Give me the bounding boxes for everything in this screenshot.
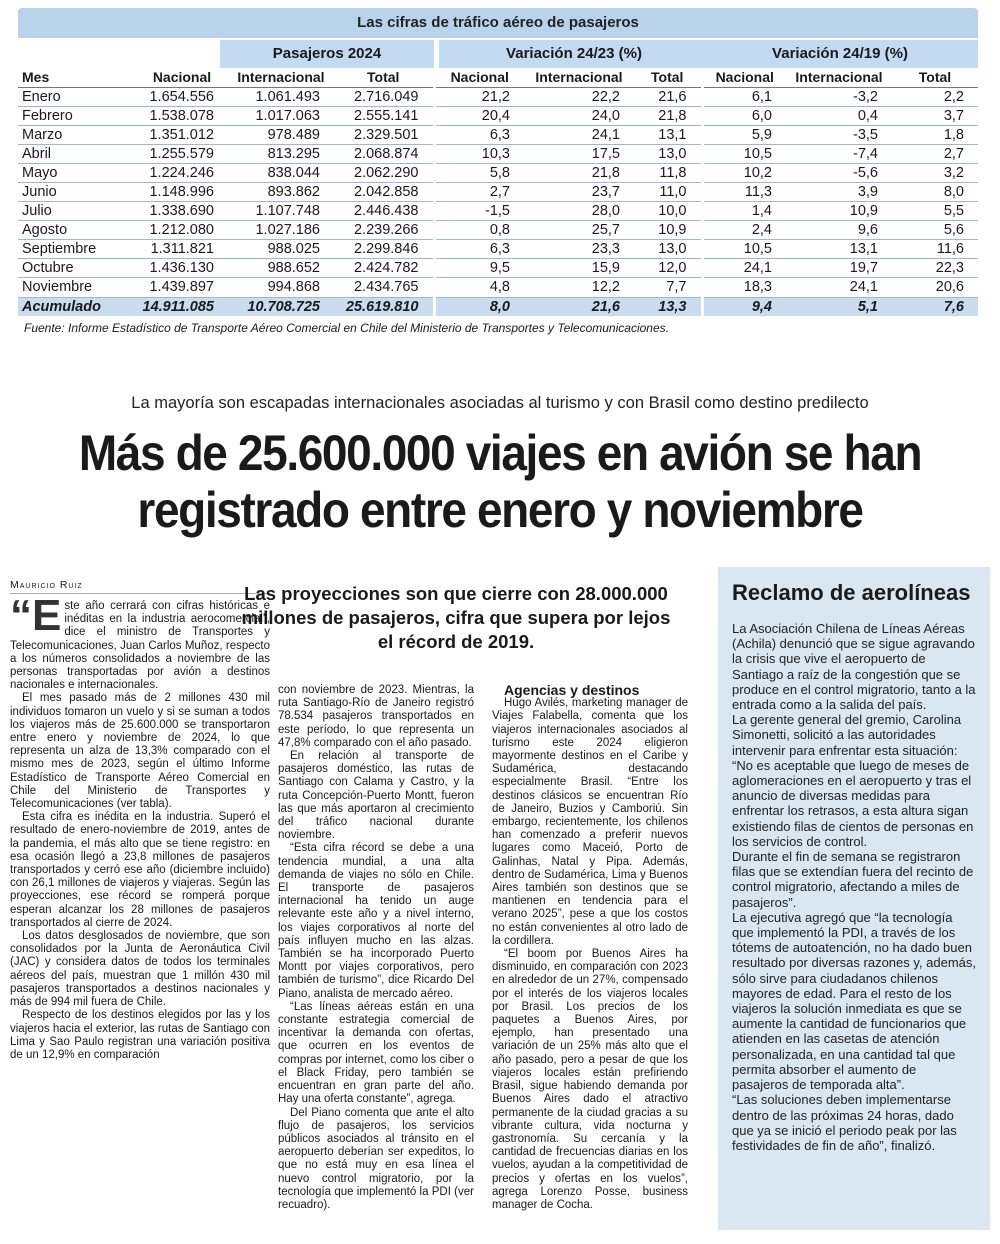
section-subhead: Agencias y destinos xyxy=(504,682,640,698)
table-cell: 20,4 xyxy=(434,106,524,125)
paragraph: Los datos desglosados de noviembre, que son consolidados por la Junta de Aeronáutica Civil (JAC) y considera datos de todos los terminales aéreos del país, muestran que 1 millón 430 mil pasajeros transportados a destinos nacionales y más de 994 mil fuera de Chile. xyxy=(10,930,270,1009)
column-header: Mes xyxy=(18,68,136,87)
table-cell: 2.042.858 xyxy=(334,182,434,201)
table-cell: 7,6 xyxy=(892,297,978,316)
paragraph: Del Piano comenta que ante el alto flujo de pasajeros, los servicios públicos asociados al tránsito en el aeropuerto deberían ser expeditos, lo que no está muy en esa línea el nuevo control migratorio, por la tecnología que implementó la PDI (ver recuadro). xyxy=(278,1106,474,1211)
table-cell: -1,5 xyxy=(434,202,524,221)
table-row xyxy=(18,240,978,259)
table-cell: 5,9 xyxy=(702,125,786,144)
table-row xyxy=(18,106,978,125)
table-cell: 10,0 xyxy=(634,202,702,221)
group-header-var-24-23: Variación 24/23 (%) xyxy=(439,40,709,68)
table-cell: 9,6 xyxy=(786,221,892,240)
table-cell: 988.025 xyxy=(228,240,334,259)
table-cell: 5,6 xyxy=(892,221,978,240)
dropcap-letter: E xyxy=(32,591,62,640)
table-cell: 978.489 xyxy=(228,125,334,144)
table-cell: 2.446.438 xyxy=(334,202,434,221)
table-cell: 10,9 xyxy=(634,221,702,240)
table-title: Las cifras de tráfico aéreo de pasajeros xyxy=(18,8,978,38)
article-kicker: La mayoría son escapadas internacionales asociadas al turismo y con Brasil como destino predilecto xyxy=(131,394,869,412)
paragraph-text: ste año cerrará con cifras históricas e inéditas en la industria aerocomercial”, dice el ministro de Transportes y Telecomunicaciones, Juan Carlos Muñoz, respecto a los números consolidados a noviembre de las personas transportadas por avión a destinos nacionales e internacionales. xyxy=(10,600,270,692)
table-cell: 13,1 xyxy=(786,240,892,259)
column-header: Internacional xyxy=(786,68,892,87)
table-row xyxy=(18,144,978,163)
table-row xyxy=(18,202,978,221)
table-cell: 3,9 xyxy=(786,182,892,201)
table-cell: 8,0 xyxy=(434,297,524,316)
table-cell: 18,3 xyxy=(702,278,786,297)
table-cell: 24,0 xyxy=(524,106,634,125)
sidebar-title: Reclamo de aerolíneas xyxy=(732,580,971,605)
table-cell: 1.212.080 xyxy=(136,221,228,240)
table-cell: 893.862 xyxy=(228,182,334,201)
table-cell: 12,2 xyxy=(524,278,634,297)
table-cell: 4,8 xyxy=(434,278,524,297)
table-cell: 5,5 xyxy=(892,202,978,221)
table-cell: 1.255.579 xyxy=(136,144,228,163)
table-cell: 1.338.690 xyxy=(136,202,228,221)
table-cell: 1.436.130 xyxy=(136,259,228,278)
table-cell: 2.716.049 xyxy=(334,87,434,106)
sidebar-paragraph: “Las soluciones deben implementarse dentro de las próximas 24 horas, dado que ya se inició el periodo peak por las festividades de fin de año”, finalizó. xyxy=(732,1092,957,1153)
table-cell-month: Enero xyxy=(18,87,136,106)
table-row xyxy=(18,259,978,278)
table-cell: 10,5 xyxy=(702,144,786,163)
table-cell: 6,3 xyxy=(434,125,524,144)
sidebar-box xyxy=(718,567,990,1230)
paragraph: Hugo Avilés, marketing manager de Viajes Falabella, comenta que los viajeros internacionales asociados al turismo este 2024 eligieron mayormente destinos en el Caribe y Sudamérica, destacando especialmente Brasil. “Entre los destinos clásicos se encuentran Río de Janeiro, Buzios y Camboriú. Sin embargo, recientemente, los chilenos han comenzado a preferir nuevos lugares como Maceió, Porto de Galinhas, Natal y Pipa. Además, dentro de Sudamérica, Lima y Buenos Aires también son destinos que se mantienen en tendencia para el verano 2025”, pese a que los costos no están convenientes al otro lado de la cordillera. xyxy=(492,697,688,947)
table-cell-month: Agosto xyxy=(18,221,136,240)
table-row xyxy=(18,87,978,106)
table-cell: 1.351.012 xyxy=(136,125,228,144)
table-cell: 25.619.810 xyxy=(334,297,434,316)
table-cell: 21,8 xyxy=(524,163,634,182)
table-cell: 838.044 xyxy=(228,163,334,182)
table-cell: 1.061.493 xyxy=(228,87,334,106)
table-cell: 25,7 xyxy=(524,221,634,240)
table-cell-month: Junio xyxy=(18,182,136,201)
table-cell: -3,5 xyxy=(786,125,892,144)
table-cell: 11,6 xyxy=(892,240,978,259)
column-header: Internacional xyxy=(228,68,334,87)
table-cell: 5,8 xyxy=(434,163,524,182)
table-total-row xyxy=(18,297,978,316)
table-cell: 1.224.246 xyxy=(136,163,228,182)
column-header: Nacional xyxy=(434,68,524,87)
table-cell: 1.538.078 xyxy=(136,106,228,125)
traffic-table-block xyxy=(18,8,978,335)
table-cell: -5,6 xyxy=(786,163,892,182)
table-cell: 2.329.501 xyxy=(334,125,434,144)
table-cell-month: Mayo xyxy=(18,163,136,182)
paragraph: con noviembre de 2023. Mientras, la ruta Santiago-Río de Janeiro registró 78.534 pasajeros transportados en este período, lo que representa un 47,8% comparado con el año pasado. xyxy=(278,684,474,749)
table-cell: 988.652 xyxy=(228,259,334,278)
table-cell: 2.299.846 xyxy=(334,240,434,259)
article-column-2 xyxy=(278,684,474,1212)
table-cell: 1.311.821 xyxy=(136,240,228,259)
paragraph: “Esta cifra récord se debe a una tendencia mundial, a una alta demanda de viajes no sólo en Chile. El transporte de pasajeros internacional ha tenido un auge relevante este año y a nivel interno, los viajes corporativos al norte del país influyen mucho en las alzas. También se ha incorporado Puerto Montt por viajes corporativos, pero también de turismo”, dice Ricardo Del Piano, analista de mercado aéreo. xyxy=(278,842,474,1000)
sidebar-paragraph: Durante el fin de semana se registraron filas que se extendían fuera del recinto de control migratorio, afectando a miles de pasajeros”. xyxy=(732,849,974,910)
table-cell: 22,2 xyxy=(524,87,634,106)
table-cell: 11,8 xyxy=(634,163,702,182)
table-cell: 19,7 xyxy=(786,259,892,278)
table-row xyxy=(18,221,978,240)
table-cell: 0,4 xyxy=(786,106,892,125)
table-cell: 6,1 xyxy=(702,87,786,106)
table-cell: 22,3 xyxy=(892,259,978,278)
table-cell-month: Acumulado xyxy=(18,297,136,316)
table-cell: 10,3 xyxy=(434,144,524,163)
table-body xyxy=(18,87,978,316)
column-header: Total xyxy=(634,68,702,87)
table-cell: 5,1 xyxy=(786,297,892,316)
table-cell-month: Octubre xyxy=(18,259,136,278)
table-cell: 23,3 xyxy=(524,240,634,259)
table-cell: 0,8 xyxy=(434,221,524,240)
sidebar-paragraph: La Asociación Chilena de Líneas Aéreas (Achila) denunció que se sigue agravando la crisis que vive el aeropuerto de Santiago a raíz de la congestión que se produce en el control migratorio, tanto a la entrada como a la salida del país. xyxy=(732,621,976,713)
table-cell: 24,1 xyxy=(786,278,892,297)
table-cell: 14.911.085 xyxy=(136,297,228,316)
table-cell: 6,3 xyxy=(434,240,524,259)
column-header: Nacional xyxy=(136,68,228,87)
table-cell-month: Abril xyxy=(18,144,136,163)
table-cell: 6,0 xyxy=(702,106,786,125)
table-cell: 11,0 xyxy=(634,182,702,201)
table-cell: 1.017.063 xyxy=(228,106,334,125)
table-group-headers xyxy=(18,40,978,68)
table-row xyxy=(18,278,978,297)
table-cell: 24,1 xyxy=(702,259,786,278)
table-cell: 10,2 xyxy=(702,163,786,182)
table-cell: 24,1 xyxy=(524,125,634,144)
quote-mark-glyph: “ xyxy=(10,591,32,640)
table-cell: 10.708.725 xyxy=(228,297,334,316)
table-cell: 994.868 xyxy=(228,278,334,297)
table-row xyxy=(18,125,978,144)
lede-paragraph xyxy=(10,591,270,692)
table-cell-month: Julio xyxy=(18,202,136,221)
column-header: Total xyxy=(334,68,434,87)
sidebar-paragraph: La gerente general del gremio, Carolina Simonetti, solicitó a las autoridades intervenir para enfrentar esta situación: “No es aceptable que luego de meses de aglomeraciones en el aeropuerto y tras el anuncio de diversas medidas para enfrentar los retrasos, a esta altura sigan existiendo filas de cientos de personas en los servicios de control. xyxy=(732,712,974,849)
table-cell: 21,6 xyxy=(634,87,702,106)
table-cell: 2,7 xyxy=(892,144,978,163)
sidebar-body xyxy=(732,621,976,1153)
sidebar-paragraph: La ejecutiva agregó que “la tecnología que implementó la PDI, a través de los tótems de autoatención, no ha dado buen resultado por diversas razones y, además, sólo sirve para ciudadanos chilenos mayores de edad. Para el resto de los viajeros la solución inmediata es que se aumente la cantidad de funcionarios que atienden en las casetas de atención personalizada, en una cantidad tal que permita absorber el aumento de pasajeros de temporada alta”. xyxy=(732,909,976,1093)
column-header: Internacional xyxy=(524,68,634,87)
table-cell: 2,2 xyxy=(892,87,978,106)
table-cell: 10,5 xyxy=(702,240,786,259)
table-cell: 21,6 xyxy=(524,297,634,316)
table-cell-month: Noviembre xyxy=(18,278,136,297)
paragraph: Respecto de los destinos elegidos por las y los viajeros hacia el exterior, las rutas de Santiago con Lima y Sao Paulo registran una variación positiva de un 12,9% en comparación xyxy=(10,1009,270,1061)
table-cell: 9,4 xyxy=(702,297,786,316)
article-headline xyxy=(40,425,960,539)
column-header: Nacional xyxy=(702,68,786,87)
table-cell: 1,8 xyxy=(892,125,978,144)
table-cell: 1,4 xyxy=(702,202,786,221)
table-cell: 2.239.266 xyxy=(334,221,434,240)
table-cell: 11,3 xyxy=(702,182,786,201)
article-column-3 xyxy=(492,684,688,1212)
table-cell: 23,7 xyxy=(524,182,634,201)
table-cell: 813.295 xyxy=(228,144,334,163)
paragraph: “Las líneas aéreas están en una constante estrategia comercial de incentivar la demanda con ofertas, que ocurren en los eventos de compras por internet, como los ciber o el Black Friday, pero también se encuentran en gran parte del año. Hay una oferta constante”, agrega. xyxy=(278,1000,474,1106)
dropcap xyxy=(10,591,62,640)
table-cell-month: Marzo xyxy=(18,125,136,144)
table-cell: 2,7 xyxy=(434,182,524,201)
table-cell: 17,5 xyxy=(524,144,634,163)
table-row xyxy=(18,163,978,182)
table-cell: 13,3 xyxy=(634,297,702,316)
table-cell: 10,9 xyxy=(786,202,892,221)
article-column-1 xyxy=(10,591,270,1062)
table-cell: 1.439.897 xyxy=(136,278,228,297)
paragraph: En relación al transporte de pasajeros doméstico, las rutas de Santiago con Calama y Castro, y la ruta Concepción-Puerto Montt, fueron las que más aportaron al crecimiento del tráfico nacional durante noviembre. xyxy=(278,750,474,842)
table-cell: 2.424.782 xyxy=(334,259,434,278)
table-cell: 20,6 xyxy=(892,278,978,297)
paragraph: El mes pasado más de 2 millones 430 mil individuos tomaron un vuelo y si se suman a todos los viajeros más de 25.600.000 se transportaron entre enero y noviembre de 2024, lo que representa un alza de 13,3% comparado con el mismo mes de 2023, según el último Informe Estadístico de Transporte Aéreo Comercial en Chile del Ministerio de Transportes y Telecomunicaciones (ver tabla). xyxy=(10,692,270,811)
paragraph: “El boom por Buenos Aires ha disminuido, en comparación con 2023 en alrededor de un 27%, compensado por el interés de los viajeros locales por Brasil. Los precios de los paquetes a Buenos Aires, por ejemplo, han presentado una variación de un 25% más alto que el año pasado, pero a pesar de que los viajeros locales están prefiriendo Brasil, sigue habiendo demanda por Buenos Aires dado el atractivo permanente de la ciudad gracias a su vibrante cultura, vida nocturna y gastronomía. Su cercanía y la cantidad de frecuencias diarias en los vuelos, ayudan a la competitividad de precios y ofertas en los vuelos”, agrega Lorenzo Posse, business manager de Cocha. xyxy=(492,948,688,1211)
table-cell: 2.068.874 xyxy=(334,144,434,163)
table-cell: 3,7 xyxy=(892,106,978,125)
table-cell-month: Febrero xyxy=(18,106,136,125)
table-cell-month: Septiembre xyxy=(18,240,136,259)
headline-line-2: registrado entre enero y noviembre xyxy=(137,482,863,538)
table-row xyxy=(18,182,978,201)
table-cell: 9,5 xyxy=(434,259,524,278)
table-cell: 1.027.186 xyxy=(228,221,334,240)
table-cell: 28,0 xyxy=(524,202,634,221)
paragraph: Esta cifra es inédita en la industria. Superó el resultado de enero-noviembre de 2019, antes de la pandemia, el más alto que se tiene registro: en esa ocasión llegó a 23,8 millones de pasajeros transportados y cerró ese año (diciembre incluido) con 26,1 millones de viajeros y viajeras. Según las proyecciones, ese récord se romperá porque esperan alcanzar los 28 millones de pasajeros transportados al cierre de 2024. xyxy=(10,811,270,929)
table-cell: 13,0 xyxy=(634,240,702,259)
column-header: Total xyxy=(892,68,978,87)
group-header-pasajeros: Pasajeros 2024 xyxy=(220,40,434,68)
table-cell: 13,0 xyxy=(634,144,702,163)
table-cell: 13,1 xyxy=(634,125,702,144)
table-cell: 2.555.141 xyxy=(334,106,434,125)
table-cell: 15,9 xyxy=(524,259,634,278)
table-cell: 21,8 xyxy=(634,106,702,125)
byline: Mauricio Ruiz xyxy=(10,579,270,594)
table-cell: 2.434.765 xyxy=(334,278,434,297)
table-cell: -3,2 xyxy=(786,87,892,106)
table-header-row xyxy=(18,68,978,87)
table-cell: 2.062.290 xyxy=(334,163,434,182)
headline-line-1: Más de 25.600.000 viajes en avión se han xyxy=(78,425,922,481)
table-cell: 8,0 xyxy=(892,182,978,201)
table-cell: 7,7 xyxy=(634,278,702,297)
table-cell: 1.148.996 xyxy=(136,182,228,201)
table-cell: 3,2 xyxy=(892,163,978,182)
table-cell: 1.107.748 xyxy=(228,202,334,221)
traffic-table xyxy=(18,68,978,316)
table-cell: 12,0 xyxy=(634,259,702,278)
group-header-var-24-19: Variación 24/19 (%) xyxy=(702,40,978,68)
table-source-note: Fuente: Informe Estadístico de Transporte Aéreo Comercial en Chile del Ministerio de Transportes y Telecomunicaciones. xyxy=(24,321,669,336)
table-cell: 1.654.556 xyxy=(136,87,228,106)
article-deck: Las proyecciones son que cierre con 28.000.000 millones de pasajeros, cifra que supera por lejos el récord de 2019. xyxy=(241,583,671,652)
table-cell: 2,4 xyxy=(702,221,786,240)
table-cell: -7,4 xyxy=(786,144,892,163)
table-cell: 21,2 xyxy=(434,87,524,106)
